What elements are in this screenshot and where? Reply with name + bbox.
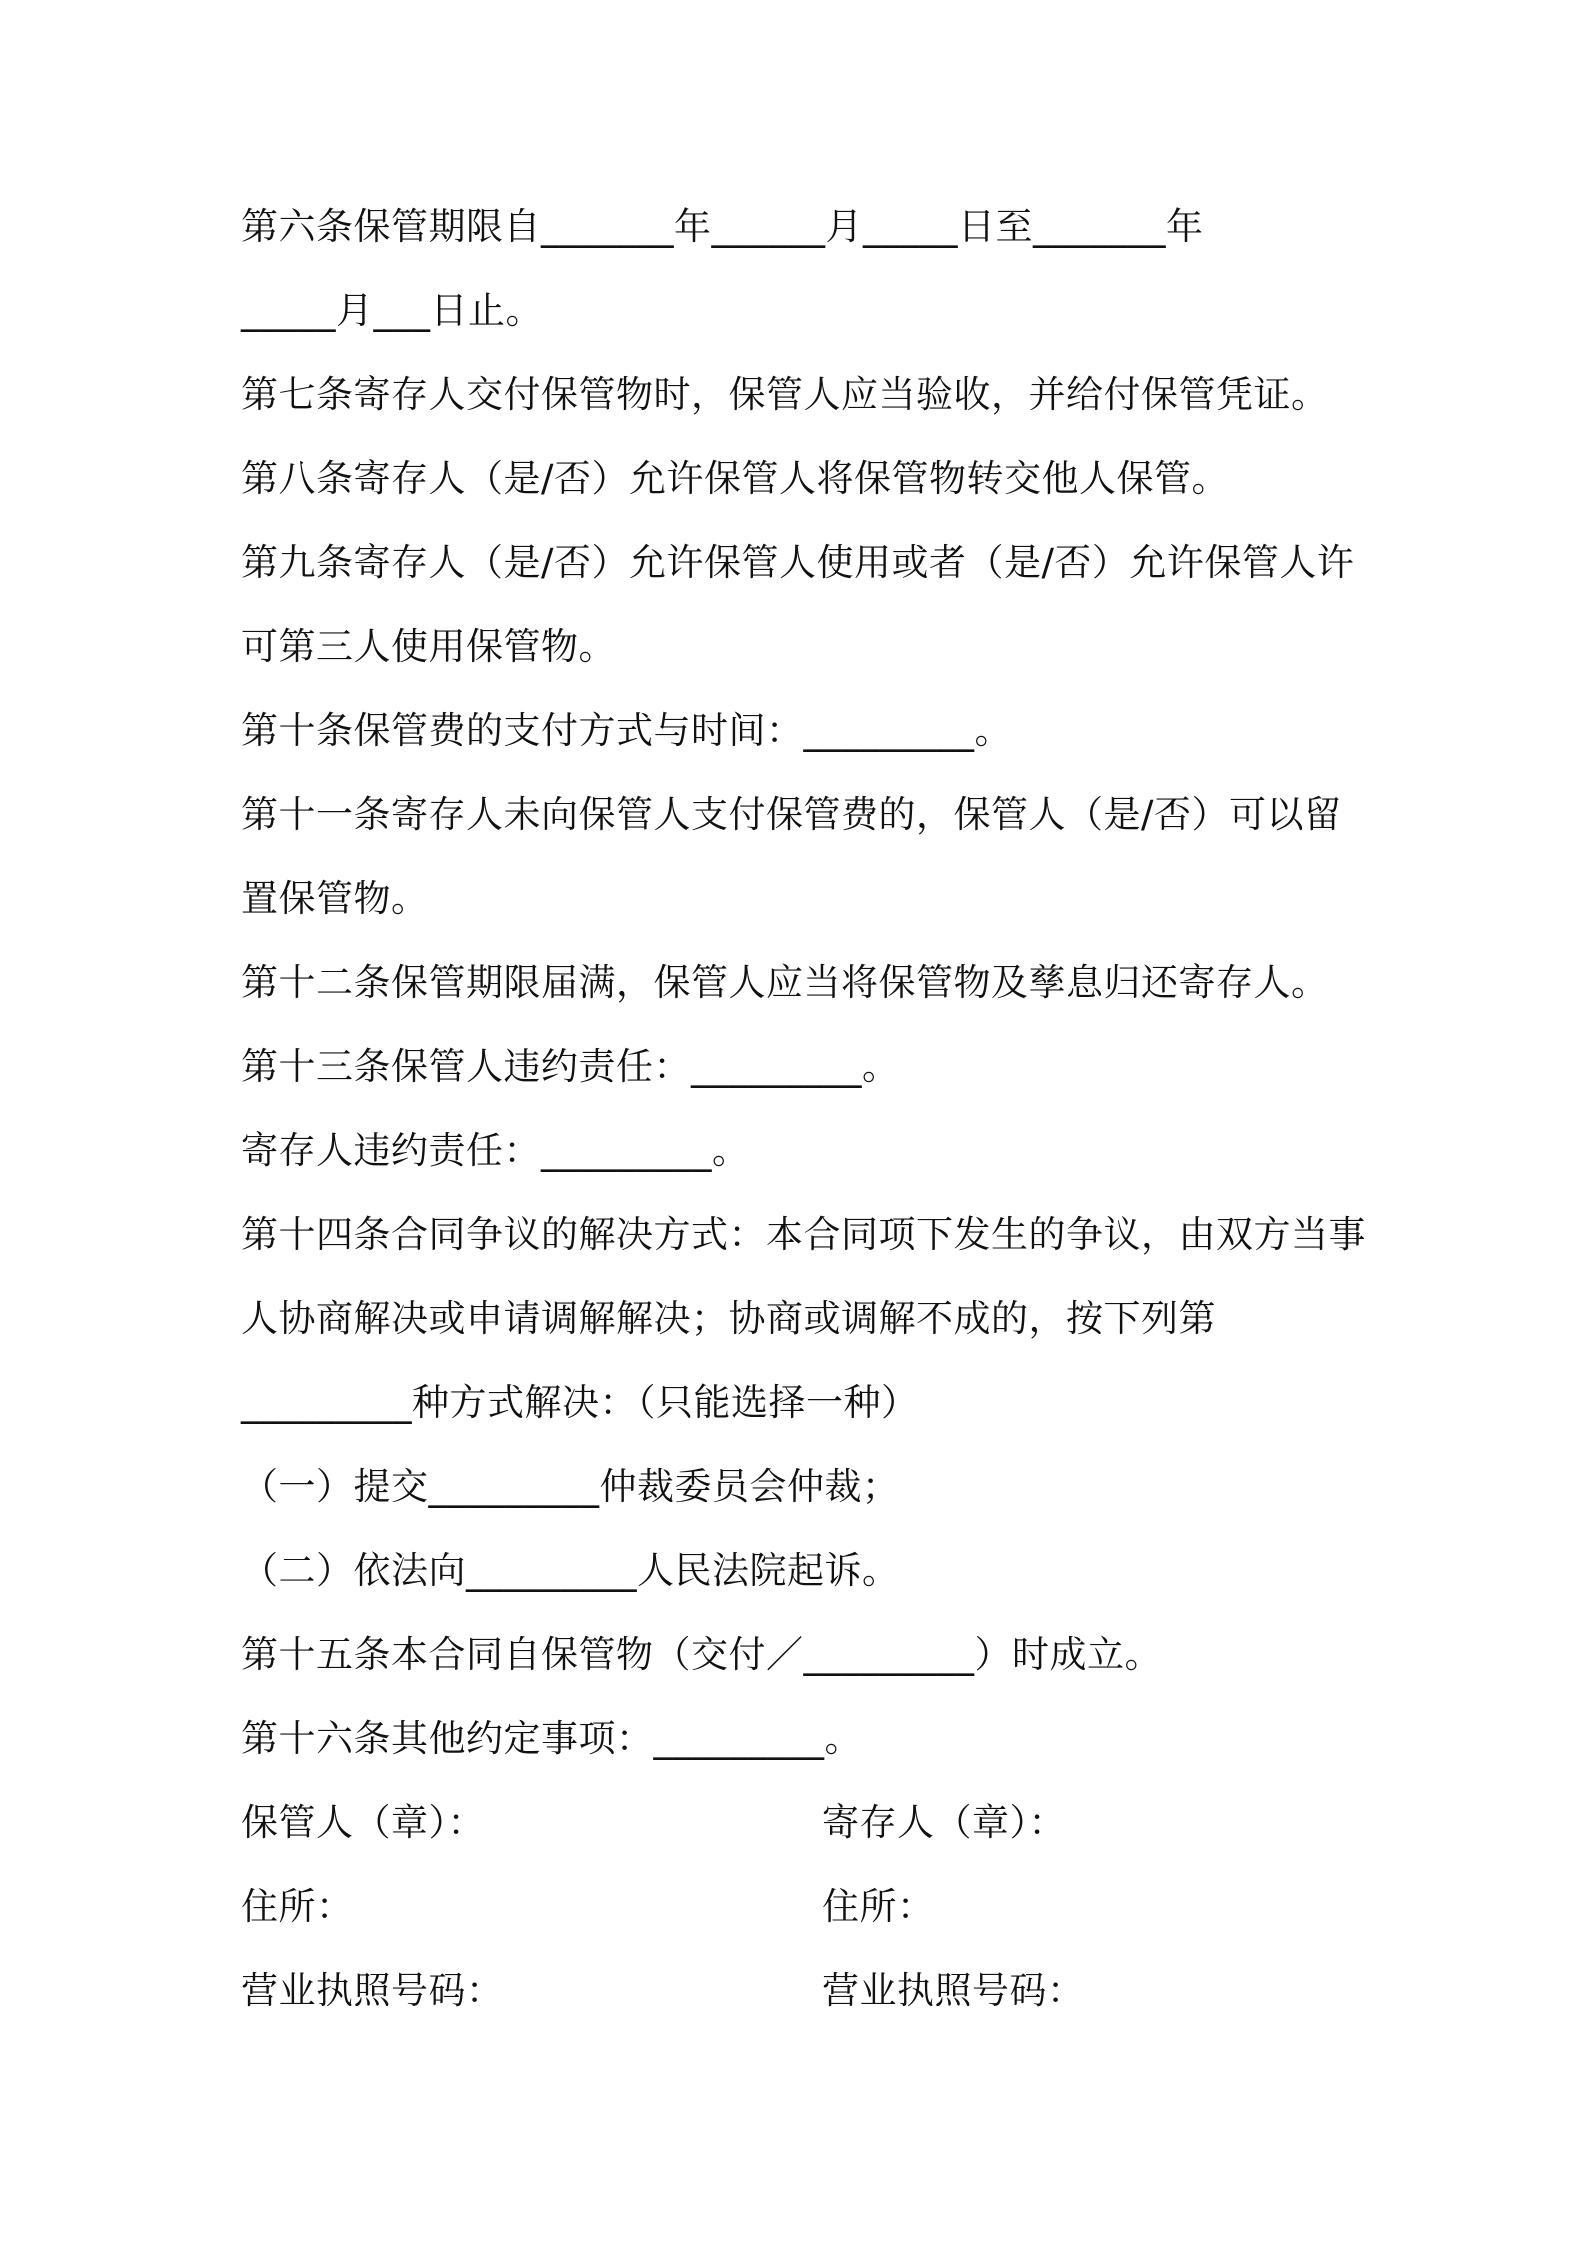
clause-14-line-1: 第十四条合同争议的解决方式：本合同项下发生的争议，由双方当事 [241, 1213, 1366, 1256]
clause-9-line-2: 可第三人使用保管物。 [241, 625, 616, 668]
clause-10: 第十条保管费的支付方式与时间：_________。 [241, 709, 1012, 752]
clause-14-option-1: （一）提交_________仲裁委员会仲裁； [241, 1465, 900, 1508]
clause-15: 第十五条本合同自保管物（交付／_________）时成立。 [241, 1633, 1162, 1676]
clause-14-line-2: 人协商解决或申请调解解决；协商或调解不成的，按下列第 [241, 1297, 1216, 1340]
clause-7: 第七条寄存人交付保管物时，保管人应当验收，并给付保管凭证。 [241, 373, 1329, 416]
clause-14-line-3: _________种方式解决：（只能选择一种） [241, 1381, 919, 1424]
depositor-seal-label: 寄存人（章）： [822, 1801, 1066, 1844]
clause-6-line-1: 第六条保管期限自_______年______月_____日至_______年 [241, 205, 1204, 248]
clause-12: 第十二条保管期限届满，保管人应当将保管物及孳息归还寄存人。 [241, 961, 1329, 1004]
clause-8: 第八条寄存人（是/否）允许保管人将保管物转交他人保管。 [241, 457, 1229, 500]
clause-9-line-1: 第九条寄存人（是/否）允许保管人使用或者（是/否）允许保管人许 [241, 541, 1355, 584]
depositor-address-label: 住所： [822, 1885, 935, 1928]
clause-11-line-2: 置保管物。 [241, 877, 429, 920]
custodian-seal-label: 保管人（章）： [241, 1801, 485, 1844]
clause-11-line-1: 第十一条寄存人未向保管人支付保管费的，保管人（是/否）可以留 [241, 793, 1342, 836]
clause-6-line-2: _____月___日止。 [241, 289, 543, 332]
clause-16: 第十六条其他约定事项：_________。 [241, 1717, 862, 1760]
custodian-address-label: 住所： [241, 1885, 354, 1928]
custodian-license-label: 营业执照号码： [241, 1969, 504, 2012]
clause-13-line-1: 第十三条保管人违约责任：_________。 [241, 1045, 900, 1088]
depositor-license-label: 营业执照号码： [822, 1969, 1085, 2012]
clause-13-line-2: 寄存人违约责任：_________。 [241, 1129, 750, 1172]
clause-14-option-2: （二）依法向_________人民法院起诉。 [241, 1549, 900, 1592]
